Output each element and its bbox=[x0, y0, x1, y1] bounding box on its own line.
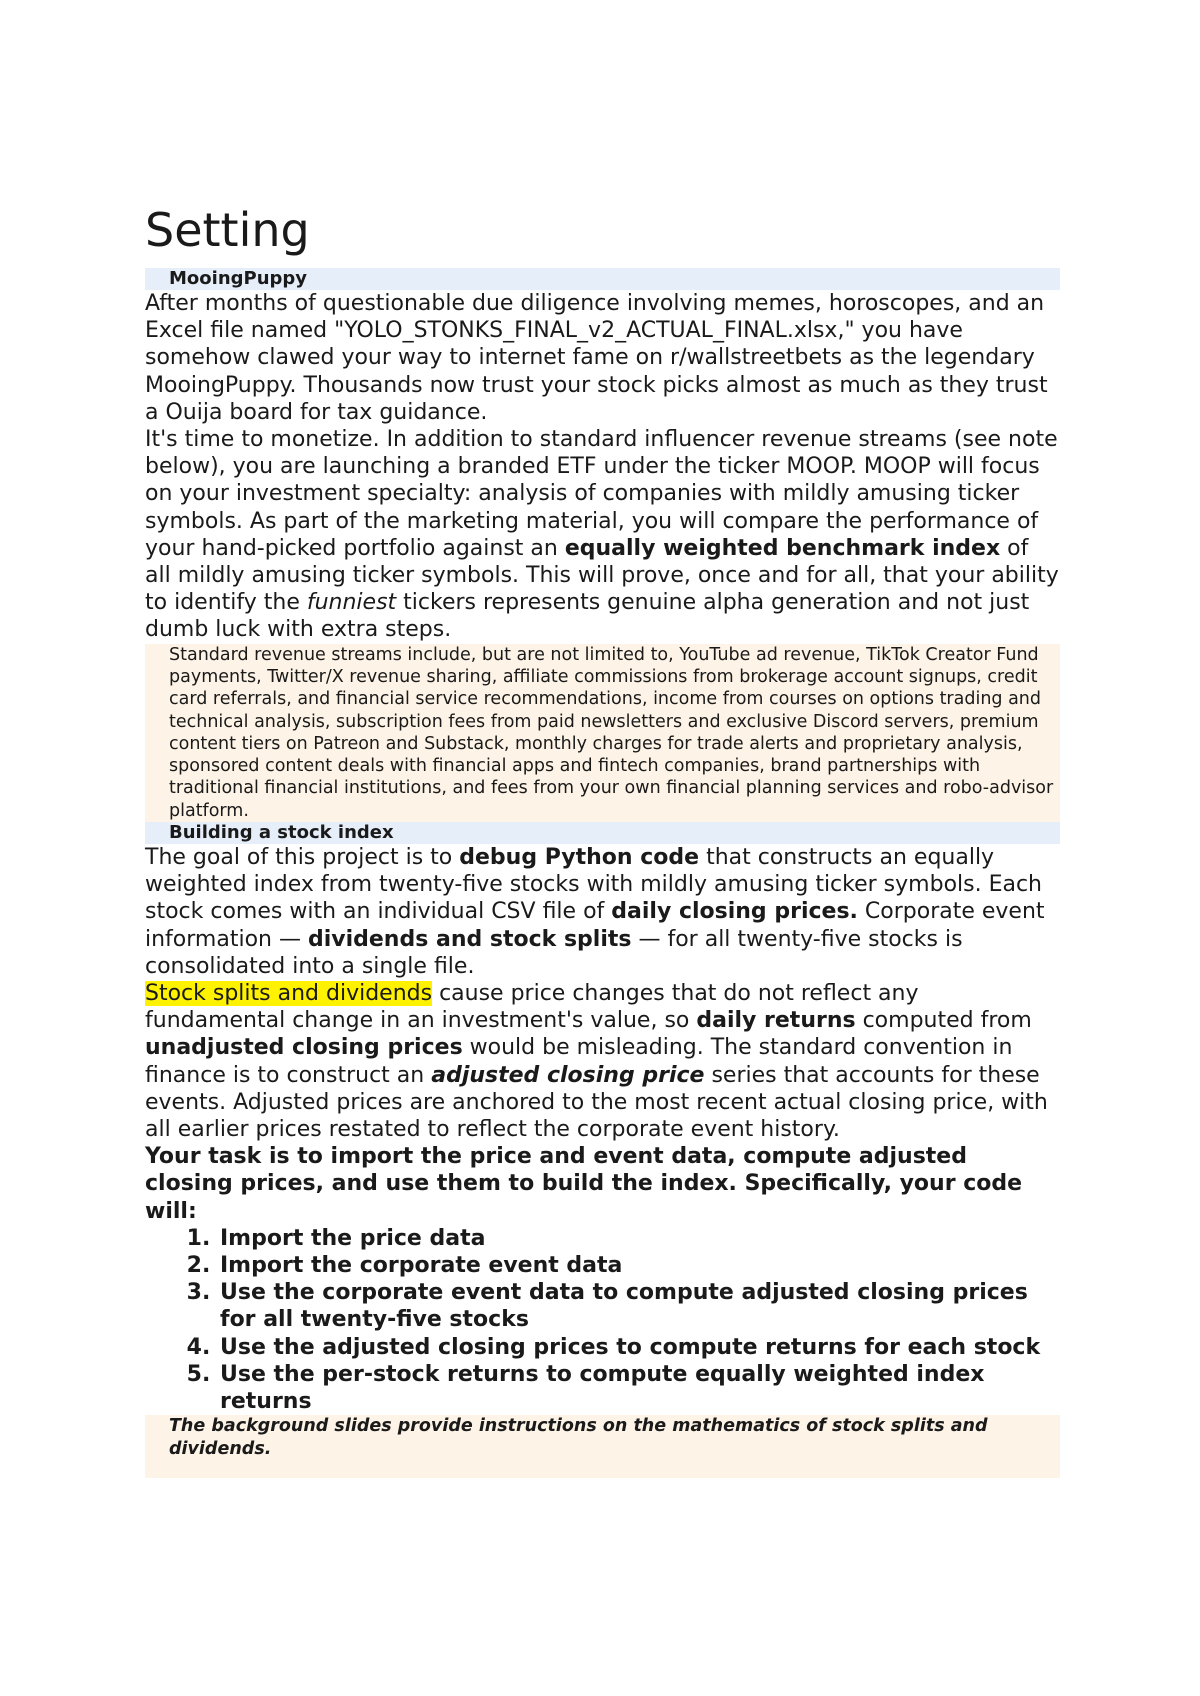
list-item: 3. Use the corporate event data to compute adjusted closing prices for all twenty-five stocks bbox=[218, 1279, 1060, 1333]
task-intro: Your task is to import the price and event data, compute adjusted closing prices, and use them to build the index. Specifically, your code will: bbox=[145, 1144, 1023, 1224]
section-label-mooingpuppy: MooingPuppy bbox=[145, 268, 1060, 290]
bold-text: equally weighted benchmark index bbox=[564, 535, 1001, 561]
bold-text: dividends and stock splits bbox=[307, 926, 632, 952]
text-run: Corporate event information — bbox=[145, 899, 1045, 952]
italic-text: adjusted closing price bbox=[431, 1062, 705, 1088]
list-item: 5. Use the per-stock returns to compute equally weighted index returns bbox=[218, 1361, 1060, 1415]
bold-text: debug Python code bbox=[459, 845, 700, 871]
background-slides-note: The background slides provide instructions on the mathematics of stock splits and dividends. bbox=[145, 1415, 1060, 1478]
text-run: — for all twenty-five stocks is consolidated into a single file. bbox=[145, 926, 963, 979]
italic-text: funniest bbox=[306, 590, 397, 616]
text-run: of all mildly amusing ticker symbols. This will prove, once and for all, that your ability to identify the bbox=[145, 535, 1059, 616]
text-run: computed from bbox=[855, 1008, 1032, 1034]
goal-paragraph bbox=[145, 844, 1060, 980]
section-label-building-index: Building a stock index bbox=[145, 822, 1060, 844]
text-run: would be misleading. The standard convention in finance is to construct an bbox=[145, 1035, 1013, 1088]
monetize-paragraph bbox=[145, 426, 1060, 644]
page-title: Setting bbox=[145, 203, 310, 257]
list-item: 1. Import the price data bbox=[218, 1225, 1060, 1252]
text-run: tickers represents genuine alpha generation and not just dumb luck with extra steps. bbox=[145, 590, 1030, 643]
text-run: series that accounts for these events. Adjusted prices are anchored to the most recent actual closing price, with all earlier prices restated to reflect the corporate event history. bbox=[145, 1062, 1048, 1143]
list-item: 2. Import the corporate event data bbox=[218, 1252, 1060, 1279]
text-run: cause price changes that do not reflect any fundamental change in an investment's value, so bbox=[145, 981, 919, 1034]
splits-paragraph bbox=[145, 980, 1060, 1143]
text-run: The goal of this project is to bbox=[145, 845, 460, 871]
document-page bbox=[145, 198, 1060, 1478]
bold-italic-text bbox=[431, 1063, 704, 1088]
list-item: 4. Use the adjusted closing prices to compute returns for each stock bbox=[218, 1334, 1060, 1361]
text-run: that constructs an equally weighted index from twenty-five stocks with mildly amusing ticker symbols. Each stock comes with an individual CSV file of bbox=[145, 845, 1043, 925]
bold-text: daily closing prices. bbox=[611, 899, 858, 925]
highlighted-text: Stock splits and dividends bbox=[145, 981, 433, 1007]
task-steps-list bbox=[145, 1225, 1060, 1415]
text-run: It's time to monetize. In addition to standard influencer revenue streams (see note below), you are launching a branded ETF under the ticker MOOP. MOOP will focus on your investment specialty: analysis of companies with mildly amusing ticker symbols. As part of the marketing material, you will compare the performance of your hand-picked portfolio against an bbox=[145, 427, 1058, 561]
revenue-note: Standard revenue streams include, but are not limited to, YouTube ad revenue, TikTok Creator Fund payments, Twitter/X revenue sharing, affiliate commissions from brokerage account signups, credit card referrals, and financial service recommendations, income from courses on options trading and technical analysis, subscription fees from paid newsletters and exclusive Discord servers, premium content tiers on Patreon and Substack, monthly charges for trade alerts and proprietary analysis, sponsored content deals with financial apps and fintech companies, brand partnerships with traditional financial institutions, and fees from your own financial planning services and robo-advisor platform. bbox=[145, 644, 1060, 822]
bold-text: unadjusted closing prices bbox=[145, 1035, 463, 1061]
bold-text: daily returns bbox=[696, 1008, 856, 1034]
intro-paragraph: After months of questionable due diligence involving memes, horoscopes, and an Excel file named "YOLO_STONKS_FINAL_v2_ACTUAL_FINAL.xlsx," you have somehow clawed your way to internet fame on r/wallstreetbets as the legendary MooingPuppy. Thousands now trust your stock picks almost as much as they trust a Ouija board for tax guidance. bbox=[145, 291, 1048, 425]
